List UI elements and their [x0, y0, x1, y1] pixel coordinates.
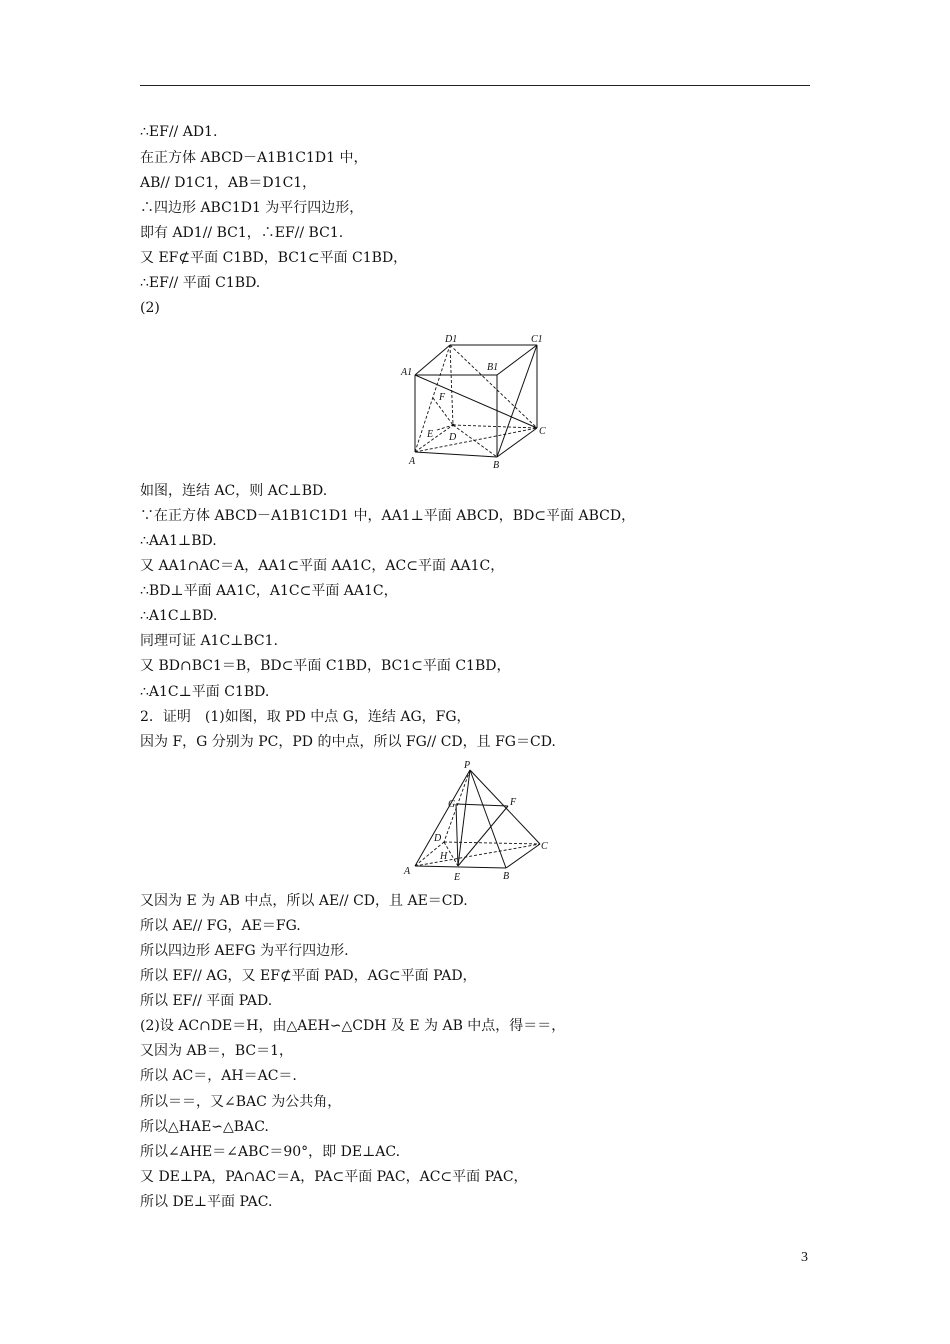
text-line: ∴A1C⊥BD. [140, 608, 218, 624]
label-G: G [448, 799, 456, 810]
text-line: 所以 DE⊥平面 PAC. [140, 1194, 273, 1210]
text-line: 所以 AE// FG，AE＝FG. [140, 918, 301, 934]
cube-diagram [395, 330, 560, 472]
text-line: ∴AA1⊥BD. [140, 533, 217, 549]
text-line: ∵在正方体 ABCD－A1B1C1D1 中，AA1⊥平面 ABCD，BD⊂平面 ABCD， [140, 508, 636, 524]
text-line: 2．证明 (1)如图，取 PD 中点 G，连结 AG，FG， [140, 709, 471, 725]
label-A: A [409, 456, 416, 467]
label-H: H [440, 851, 448, 862]
label-E: E [427, 429, 434, 440]
label-A1: A1 [401, 367, 413, 378]
label-D: D [449, 432, 457, 443]
label-E: E [454, 872, 461, 883]
label-A: A [404, 866, 411, 877]
label-D: D [434, 833, 442, 844]
label-F: F [439, 392, 446, 403]
text-line: 因为 F，G 分别为 PC，PD 的中点，所以 FG// CD，且 FG＝CD. [140, 734, 556, 750]
text-line: 所以 EF// AG，又 EF⊄平面 PAD，AG⊂平面 PAD， [140, 968, 477, 984]
text-line: 又因为 AB＝，BC＝1， [140, 1043, 294, 1059]
text-line: ∴BD⊥平面 AA1C，A1C⊂平面 AA1C， [140, 583, 398, 599]
pyramid-diagram [400, 758, 555, 884]
text-line: 同理可证 A1C⊥BC1. [140, 633, 278, 649]
text-line: ∴四边形 ABC1D1 为平行四边形， [140, 200, 364, 216]
text-line: ∴A1C⊥平面 C1BD. [140, 684, 270, 700]
text-line: 又 DE⊥PA，PA∩AC＝A，PA⊂平面 PAC，AC⊂平面 PAC， [140, 1169, 528, 1185]
text-line: ∴EF// 平面 C1BD. [140, 275, 261, 291]
label-P: P [464, 760, 471, 771]
text-line: ∴EF// AD1. [140, 124, 218, 140]
text-line: 所以四边形 AEFG 为平行四边形. [140, 943, 349, 959]
label-C: C [541, 841, 548, 852]
page-number: 3 [801, 1250, 808, 1265]
header-rule [140, 85, 810, 86]
label-B: B [503, 871, 510, 882]
label-F: F [510, 797, 517, 808]
text-line: (2) [140, 300, 160, 316]
center-point [452, 424, 455, 427]
text-line: 所以∠AHE＝∠ABC＝90°，即 DE⊥AC. [140, 1144, 401, 1160]
text-line: 所以△HAE∽△BAC. [140, 1119, 269, 1135]
label-C: C [539, 426, 546, 437]
label-C1: C1 [531, 334, 543, 345]
text-line: 又因为 E 为 AB 中点，所以 AE// CD，且 AE＝CD. [140, 893, 468, 909]
text-line: 在正方体 ABCD－A1B1C1D1 中， [140, 150, 368, 166]
pyramid-figure [400, 758, 555, 884]
text-line: 所以 AC＝，AH＝AC＝. [140, 1068, 297, 1084]
label-B: B [493, 460, 500, 471]
text-line: 如图，连结 AC，则 AC⊥BD. [140, 483, 328, 499]
label-B1: B1 [487, 362, 499, 373]
text-line: 又 AA1∩AC＝A，AA1⊂平面 AA1C，AC⊂平面 AA1C， [140, 558, 505, 574]
text-line: 即有 AD1// BC1，∴EF// BC1. [140, 225, 344, 241]
label-D1: D1 [445, 334, 458, 345]
text-line: (2)设 AC∩DE＝H，由△AEH∽△CDH 及 E 为 AB 中点，得＝＝， [140, 1018, 566, 1034]
text-line: 所以 EF// 平面 PAD. [140, 993, 273, 1009]
text-line: AB// D1C1，AB＝D1C1， [140, 175, 317, 191]
text-line: 所以＝＝，又∠BAC 为公共角， [140, 1094, 342, 1110]
text-line: 又 EF⊄平面 C1BD，BC1⊂平面 C1BD， [140, 250, 408, 266]
cube-figure [395, 330, 560, 472]
text-line: 又 BD∩BC1＝B，BD⊂平面 C1BD，BC1⊂平面 C1BD， [140, 658, 511, 674]
